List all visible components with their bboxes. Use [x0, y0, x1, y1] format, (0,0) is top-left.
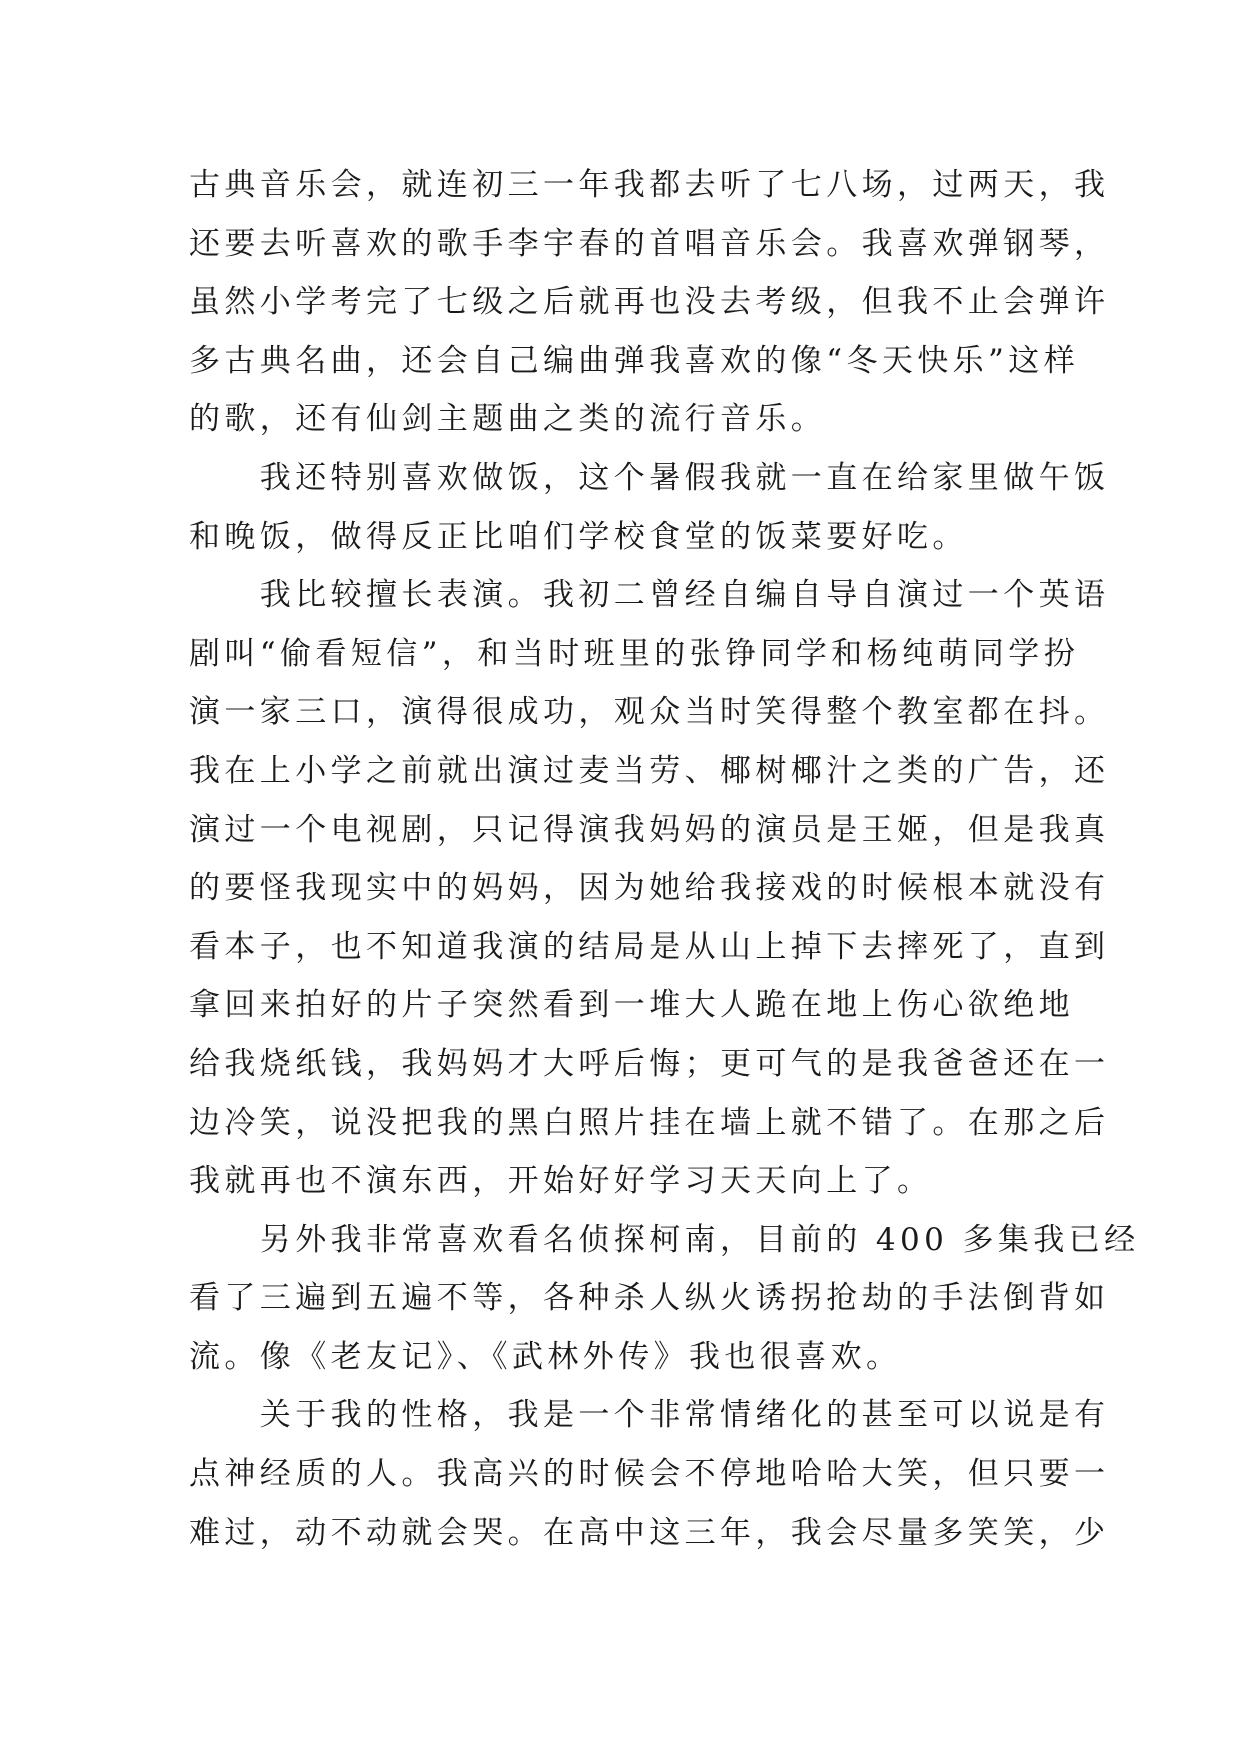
text-line: 我比较擅长表演。我初二曾经自编自导自演过一个英语 [189, 577, 1110, 614]
text-line: 演过一个电视剧，只记得演我妈妈的演员是王姬，但是我真 [189, 811, 1110, 848]
text-line: 的歌，还有仙剑主题曲之类的流行音乐。 [189, 401, 827, 438]
text-line: 多古典名曲，还会自己编曲弹我喜欢的像“冬天快乐”这样 [189, 342, 1080, 379]
text-line: 流。像《老友记》、《武林外传》我也很喜欢。 [189, 1338, 902, 1375]
text-line: 拿回来拍好的片子突然看到一堆大人跪在地上伤心欲绝地 [189, 987, 1074, 1024]
text-line: 古典音乐会，就连初三一年我都去听了七八场，过两天，我 [189, 167, 1110, 203]
text-line: 我就再也不演东西，开始好好学习天天向上了。 [189, 1163, 933, 1200]
text-line: 虽然小学考完了七级之后就再也没去考级，但我不止会弹许 [189, 284, 1110, 321]
text-line: 看本子，也不知道我演的结局是从山上掉下去摔死了，直到 [189, 928, 1110, 965]
text-line: 看了三遍到五遍不等，各种杀人纵火诱拐抢劫的手法倒背如 [189, 1280, 1110, 1317]
text-line: 我在上小学之前就出演过麦当劳、椰树椰汁之类的广告，还 [189, 752, 1110, 789]
text-line: 我还特别喜欢做饭，这个暑假我就一直在给家里做午饭 [189, 459, 1110, 496]
text-line: 难过，动不动就会哭。在高中这三年，我会尽量多笑笑，少 [189, 1514, 1110, 1551]
document-body [189, 156, 1140, 1562]
text-line: 和晚饭，做得反正比咱们学校食堂的饭菜要好吃。 [189, 518, 968, 555]
text-line: 边冷笑，说没把我的黑白照片挂在墙上就不错了。在那之后 [189, 1104, 1110, 1141]
text-line: 还要去听喜欢的歌手李宇春的首唱音乐会。我喜欢弹钢琴， [189, 225, 1110, 262]
text-line: 点神经质的人。我高兴的时候会不停地哈哈大笑，但只要一 [189, 1456, 1110, 1493]
text-line: 另外我非常喜欢看名侦探柯南，目前的 400 多集我已经 [189, 1221, 1140, 1258]
text-line: 演一家三口，演得很成功，观众当时笑得整个教室都在抖。 [189, 694, 1110, 731]
text-line: 给我烧纸钱，我妈妈才大呼后悔；更可气的是我爸爸还在一 [189, 1045, 1110, 1082]
text-line: 的要怪我现实中的妈妈，因为她给我接戏的时候根本就没有 [189, 870, 1110, 907]
text-line: 剧叫“偷看短信”，和当时班里的张铮同学和杨纯萌同学扮 [189, 635, 1080, 672]
text-line: 关于我的性格，我是一个非常情绪化的甚至可以说是有 [189, 1397, 1110, 1434]
